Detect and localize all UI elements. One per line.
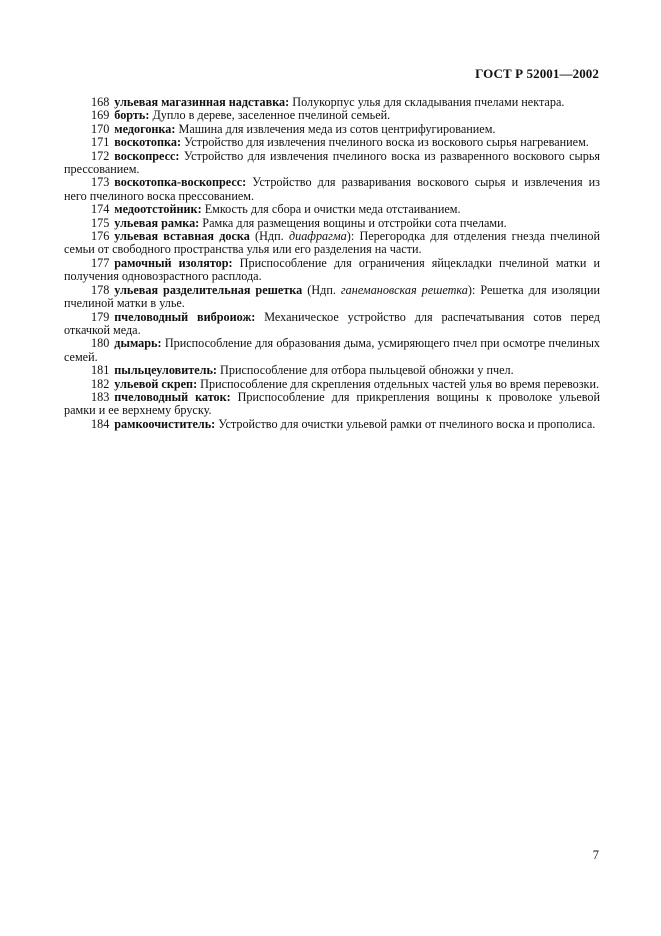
term-entry xyxy=(64,123,600,136)
term-definition: Приспособление для ограничения яйцекладки пчелиной матки и получения одновозрастного расплода. xyxy=(64,255,600,284)
term-name: медоотстойник: xyxy=(114,202,202,217)
term-definition: Устройство для очистки ульевой рамки от пчелиного воска и прополиса. xyxy=(215,416,596,431)
term-name: рамочный изолятор: xyxy=(114,255,233,270)
term-name: ульевая рамка: xyxy=(114,215,200,230)
term-definition: Устройство для извлечения пчелиного воска из воскового сырья нагреванием. xyxy=(181,135,589,150)
term-number: 175 xyxy=(91,215,110,230)
term-number: 171 xyxy=(91,135,110,150)
term-name: ульевой скреп: xyxy=(114,376,198,391)
term-number: 170 xyxy=(91,121,110,136)
term-number: 177 xyxy=(91,255,110,270)
term-name: ульевая разделительная решетка xyxy=(114,282,303,297)
term-name: воскопресс: xyxy=(114,148,180,163)
term-name: пчеловодный виброиож: xyxy=(114,309,256,324)
term-entry xyxy=(64,257,600,284)
term-name: борть: xyxy=(114,108,150,123)
term-name: воскотопка: xyxy=(114,135,182,150)
term-entry xyxy=(64,311,600,338)
term-number: 174 xyxy=(91,202,110,217)
term-definition: Устройство для извлечения пчелиного воска из разваренного воскового сырья прессованием. xyxy=(64,148,600,177)
term-definition: Приспособление для отбора пыльцевой обножки у пчел. xyxy=(217,363,514,378)
term-number: 180 xyxy=(91,336,110,351)
term-entry xyxy=(64,136,600,149)
term-number: 179 xyxy=(91,309,110,324)
term-number: 181 xyxy=(91,363,110,378)
term-entry xyxy=(64,230,600,257)
term-definition: Дупло в дереве, заселенное пчелиной семьей. xyxy=(149,108,391,123)
term-entry xyxy=(64,150,600,177)
page-number: 7 xyxy=(592,848,599,862)
term-entry xyxy=(64,217,600,230)
term-number: 173 xyxy=(91,175,110,190)
term-definition: Приспособление для скрепления отдельных частей улья во время перевозки. xyxy=(197,376,600,391)
term-definition: Устройство для разваривания воскового сырья и извлечения из него пчелиного воска прессованием. xyxy=(64,175,600,203)
terms-list xyxy=(64,96,600,431)
term-number: 183 xyxy=(91,389,110,404)
term-entry xyxy=(64,203,600,216)
term-number: 168 xyxy=(91,95,110,109)
term-entry xyxy=(64,176,600,203)
term-number: 184 xyxy=(91,416,110,431)
term-entry xyxy=(64,364,600,377)
term-prefix: (Ндп. xyxy=(302,282,341,297)
term-name: медогонка: xyxy=(114,121,176,136)
term-definition: Приспособление для образования дыма, усмиряющего пчел при осмотре пчелиных семей. xyxy=(64,336,600,364)
term-definition: Рамка для размещения вощины и отстройки сота пчелами. xyxy=(199,215,507,230)
standard-designation: ГОСТ Р 52001—2002 xyxy=(475,66,599,81)
term-name: ульевая вставная доска xyxy=(114,229,250,244)
term-name: дымарь: xyxy=(114,336,162,351)
term-number: 178 xyxy=(91,282,110,297)
term-entry xyxy=(64,391,600,418)
term-prefix: (Ндп. xyxy=(249,229,289,244)
term-definition: ): Перегородка для отделения гнезда пчелиной семьи от свободного пространства улья или его разделения на части. xyxy=(64,229,600,257)
term-number: 176 xyxy=(91,229,110,244)
term-deprecated-synonym: диафрагма xyxy=(288,229,347,244)
term-name: пыльцеуловитель: xyxy=(114,363,217,378)
term-number: 172 xyxy=(91,148,110,163)
term-definition: Приспособление для прикрепления вощины к проволоке ульевой рамки и ее верхнему бруску. xyxy=(64,389,601,418)
term-definition: Емкость для сбора и очистки меда отстаиванием. xyxy=(201,202,461,217)
term-entry xyxy=(64,284,600,311)
term-definition: Механическое устройство для распечатывания сотов перед откачкой меда. xyxy=(64,309,600,337)
term-definition: Машина для извлечения меда из сотов центрифугированием. xyxy=(175,121,496,136)
term-entry xyxy=(64,337,600,364)
term-name: ульевая магазинная надставка: xyxy=(114,95,290,109)
term-number: 182 xyxy=(91,376,110,391)
term-definition: ): Решетка для изоляции пчелиной матки в улье. xyxy=(64,282,601,311)
term-entry xyxy=(64,109,600,122)
term-entry xyxy=(64,378,600,391)
term-name: рамкоочиститель: xyxy=(114,416,216,431)
term-name: воскотопка-воскопресс: xyxy=(114,175,247,190)
term-entry xyxy=(64,96,600,109)
term-number: 169 xyxy=(91,108,110,123)
term-entry xyxy=(64,418,600,431)
term-name: пчеловодный каток: xyxy=(114,389,231,404)
term-deprecated-synonym: ганемановская решетка xyxy=(340,282,468,297)
term-definition: Полукорпус улья для складывания пчелами нектара. xyxy=(289,95,565,109)
